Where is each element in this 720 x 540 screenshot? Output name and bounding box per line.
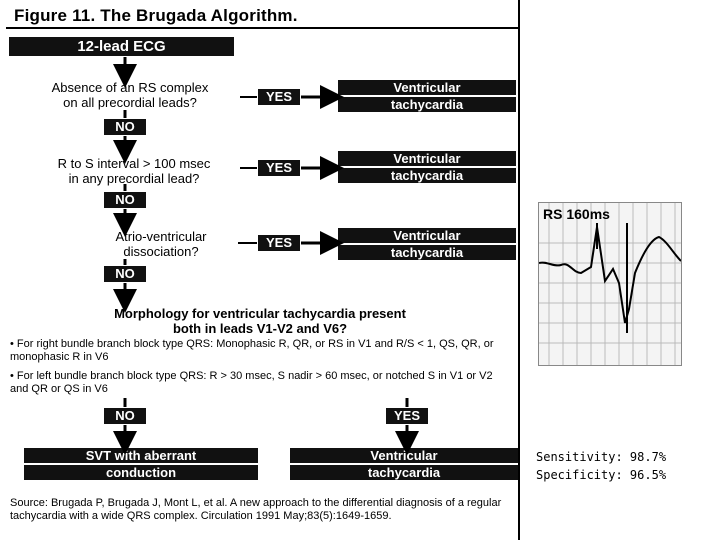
sensitivity-text: Sensitivity: 98.7% — [536, 450, 667, 464]
yes-label-3: YES — [258, 235, 300, 251]
ecg-waveform — [539, 227, 681, 323]
bullet-2-text: For left bundle branch block type QRS: R > 30 msec, S nadir > 60 msec, or notched S in V1 or V2 and QR or QS in V6 — [10, 370, 493, 395]
ecg-grid — [539, 203, 681, 365]
ecg-strip — [538, 202, 682, 366]
vt-result-line-2: tachycardia — [290, 463, 518, 480]
svt-result-line-2: conduction — [24, 463, 258, 480]
no-label-1: NO — [104, 119, 146, 135]
no-label-3: NO — [104, 266, 146, 282]
yes-label-1: YES — [258, 89, 300, 105]
figure-title: Figure 11. The Brugada Algorithm. — [14, 6, 298, 25]
source-citation: Source: Brugada P, Brugada J, Mont L, et al. A new approach to the differential diagnosis of a regular tachycardia with a wide QRS complex. Circulation 1991 May;83(5):1649-1659. — [10, 497, 502, 522]
result-3-line-1: Ventricular — [393, 228, 461, 243]
svt-result-line-1: SVT with aberrant — [85, 448, 197, 463]
question-1-line-2: on all precordial leads? — [63, 95, 197, 110]
vt-result-line-1: Ventricular — [370, 448, 438, 463]
result-1-line-2: tachycardia — [338, 95, 516, 112]
no-label-4: NO — [104, 408, 146, 424]
bullet-icon: • — [10, 370, 14, 382]
result-1-line-1: Ventricular — [393, 80, 461, 95]
bullet-icon: • — [10, 338, 14, 350]
yes-label-2: YES — [258, 160, 300, 176]
accuracy-stats — [536, 448, 666, 484]
ecg-label: RS 160ms — [543, 206, 610, 222]
yes-label-4: YES — [386, 408, 428, 424]
ecg-trace — [539, 203, 681, 365]
question-2-line-1: R to S interval > 100 msec — [57, 156, 211, 171]
question-3-line-2: dissociation? — [123, 244, 199, 259]
bullet-1-text: For right bundle branch block type QRS: Monophasic R, QR, or RS in V1 and R/S < 1, QS, QR, or monophasic R in V6 — [10, 338, 494, 363]
specificity-text: Specificity: 96.5% — [536, 468, 667, 482]
no-label-2: NO — [104, 192, 146, 208]
question-2-line-2: in any precordial lead? — [68, 171, 200, 186]
question-1-line-1: Absence of an RS complex — [51, 80, 209, 95]
result-2-line-2: tachycardia — [338, 166, 516, 183]
morphology-line-1: Morphology for ventricular tachycardia present — [114, 306, 406, 321]
result-3-line-2: tachycardia — [338, 243, 516, 260]
morphology-line-2: both in leads V1-V2 and V6? — [172, 321, 348, 336]
start-box: 12-lead ECG — [9, 37, 234, 56]
question-3-line-1: Atrio-ventricular — [115, 229, 207, 244]
result-2-line-1: Ventricular — [393, 151, 461, 166]
